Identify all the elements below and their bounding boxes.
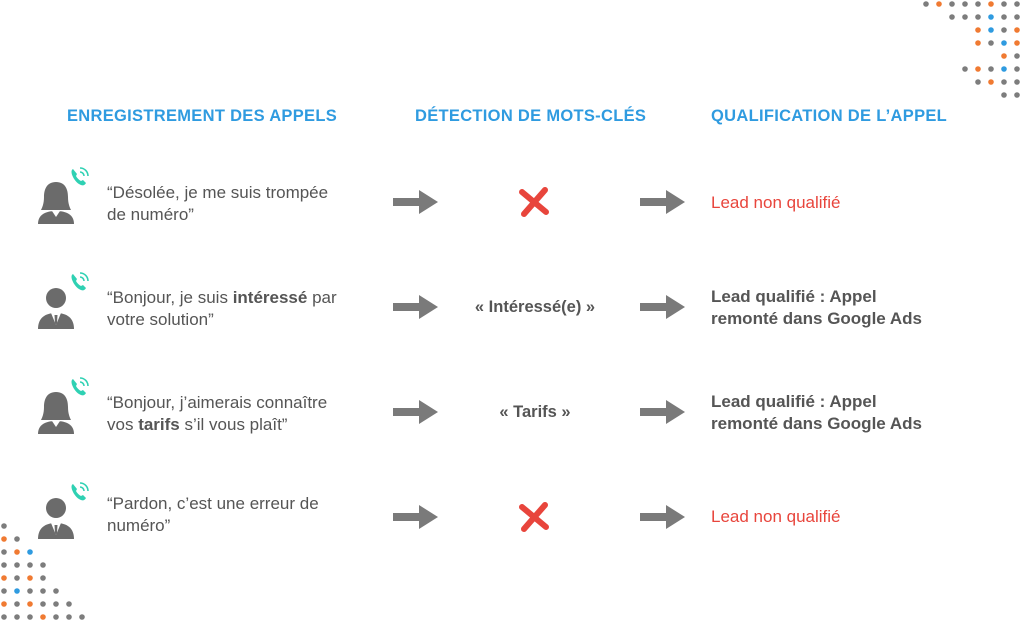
cross-icon: [516, 499, 552, 535]
decorative-dots-top-right: [915, 0, 1024, 110]
result-line: remonté dans Google Ads: [711, 309, 922, 328]
quote-line: “Désolée, je me suis trompée: [107, 183, 329, 202]
decorative-dot: [988, 40, 994, 46]
arrow-right-icon: [640, 294, 686, 320]
decorative-dot: [949, 14, 955, 20]
header-call-qualification: QUALIFICATION DE L’APPEL: [711, 107, 948, 125]
man-icon: [36, 495, 76, 539]
decorative-dot: [1001, 92, 1007, 98]
quote-line: de numéro”: [107, 205, 194, 224]
header-call-recording: ENREGISTREMENT DES APPELS: [67, 107, 338, 125]
decorative-dot: [936, 1, 942, 7]
decorative-dot: [79, 614, 85, 620]
decorative-dot: [988, 79, 994, 85]
decorative-dot: [975, 27, 981, 33]
decorative-dot: [1014, 14, 1020, 20]
result-line: Lead qualifié : Appel: [711, 287, 877, 306]
woman-icon: [36, 180, 76, 224]
decorative-dot: [1001, 27, 1007, 33]
quote-line: numéro”: [107, 516, 171, 535]
decorative-dot: [949, 1, 955, 7]
arrow-right-icon: [640, 504, 686, 530]
decorative-dot: [975, 14, 981, 20]
decorative-dot: [1014, 27, 1020, 33]
decorative-dot: [975, 66, 981, 72]
decorative-dot: [1001, 66, 1007, 72]
flow-row-4: [0, 475, 1024, 565]
decorative-dot: [975, 79, 981, 85]
decorative-dot: [40, 601, 46, 607]
decorative-dot: [53, 588, 59, 594]
quote-line: [107, 287, 392, 309]
decorative-dot: [40, 614, 46, 620]
result-not-qualified: [711, 192, 1011, 214]
detected-keyword: « Tarifs »: [499, 403, 571, 421]
result-not-qualified: [711, 506, 1011, 528]
arrow-right-icon: [640, 399, 686, 425]
decorative-dot: [962, 66, 968, 72]
arrow-right-icon: [393, 189, 439, 215]
decorative-dot: [1, 588, 7, 594]
decorative-dot: [53, 601, 59, 607]
result-line: Lead non qualifié: [711, 507, 841, 526]
quote-line: “Bonjour, j’aimerais connaître: [107, 393, 328, 412]
result-line: Lead non qualifié: [711, 193, 841, 212]
decorative-dot: [988, 27, 994, 33]
decorative-dot: [14, 575, 20, 581]
decorative-dot: [40, 588, 46, 594]
decorative-dot: [1, 614, 7, 620]
woman-icon: [36, 390, 76, 434]
decorative-dot: [27, 588, 33, 594]
quote: [107, 287, 392, 331]
decorative-dot: [53, 614, 59, 620]
decorative-dot: [27, 614, 33, 620]
man-icon: [36, 285, 76, 329]
decorative-dot: [1014, 53, 1020, 59]
result-qualified: [711, 391, 1011, 435]
quote-text: vos: [107, 415, 139, 434]
decorative-dot: [988, 1, 994, 7]
flow-row-2: [0, 265, 1024, 355]
decorative-dot: [1014, 92, 1020, 98]
quote-text: s’il vous plaît”: [179, 415, 288, 434]
decorative-dot: [66, 614, 72, 620]
quote: [107, 392, 392, 436]
decorative-dot: [1001, 40, 1007, 46]
decorative-dot: [1014, 40, 1020, 46]
quote-keyword: intéressé: [232, 288, 308, 307]
result-line: remonté dans Google Ads: [711, 414, 922, 433]
decorative-dot: [1, 575, 7, 581]
flow-row-1: [0, 160, 1024, 250]
arrow-right-icon: [393, 504, 439, 530]
header-keyword-detection: DÉTECTION DE MOTS-CLÉS: [415, 107, 647, 125]
decorative-dot: [27, 601, 33, 607]
decorative-dot: [14, 588, 20, 594]
flow-row-3: [0, 370, 1024, 460]
quote-text: “Bonjour, je suis: [107, 288, 233, 307]
decorative-dot: [1014, 79, 1020, 85]
decorative-dot: [14, 614, 20, 620]
decorative-dot: [1014, 66, 1020, 72]
quote: [107, 182, 392, 226]
decorative-dot: [66, 601, 72, 607]
quote: [107, 493, 392, 537]
decorative-dot: [1014, 1, 1020, 7]
decorative-dot: [962, 14, 968, 20]
decorative-dot: [1001, 14, 1007, 20]
quote-line: “Pardon, c’est une erreur de: [107, 494, 319, 513]
quote-line: [107, 414, 392, 436]
decorative-dot: [988, 66, 994, 72]
decorative-dot: [962, 1, 968, 7]
decorative-dot: [1, 601, 7, 607]
decorative-dot: [14, 601, 20, 607]
decorative-dot: [1001, 53, 1007, 59]
decorative-dot: [1001, 79, 1007, 85]
decorative-dot: [988, 14, 994, 20]
quote-text: par: [307, 288, 337, 307]
decorative-dot: [1001, 1, 1007, 7]
quote-keyword: tarifs: [138, 415, 180, 434]
decorative-dot: [40, 575, 46, 581]
result-qualified: [711, 286, 1011, 330]
decorative-dot: [975, 40, 981, 46]
decorative-dot: [975, 1, 981, 7]
result-line: Lead qualifié : Appel: [711, 392, 877, 411]
cross-icon: [516, 184, 552, 220]
arrow-right-icon: [640, 189, 686, 215]
decorative-dot: [923, 1, 929, 7]
quote-line: votre solution”: [107, 310, 214, 329]
detected-keyword: « Intéressé(e) »: [474, 298, 596, 316]
decorative-dot: [27, 575, 33, 581]
